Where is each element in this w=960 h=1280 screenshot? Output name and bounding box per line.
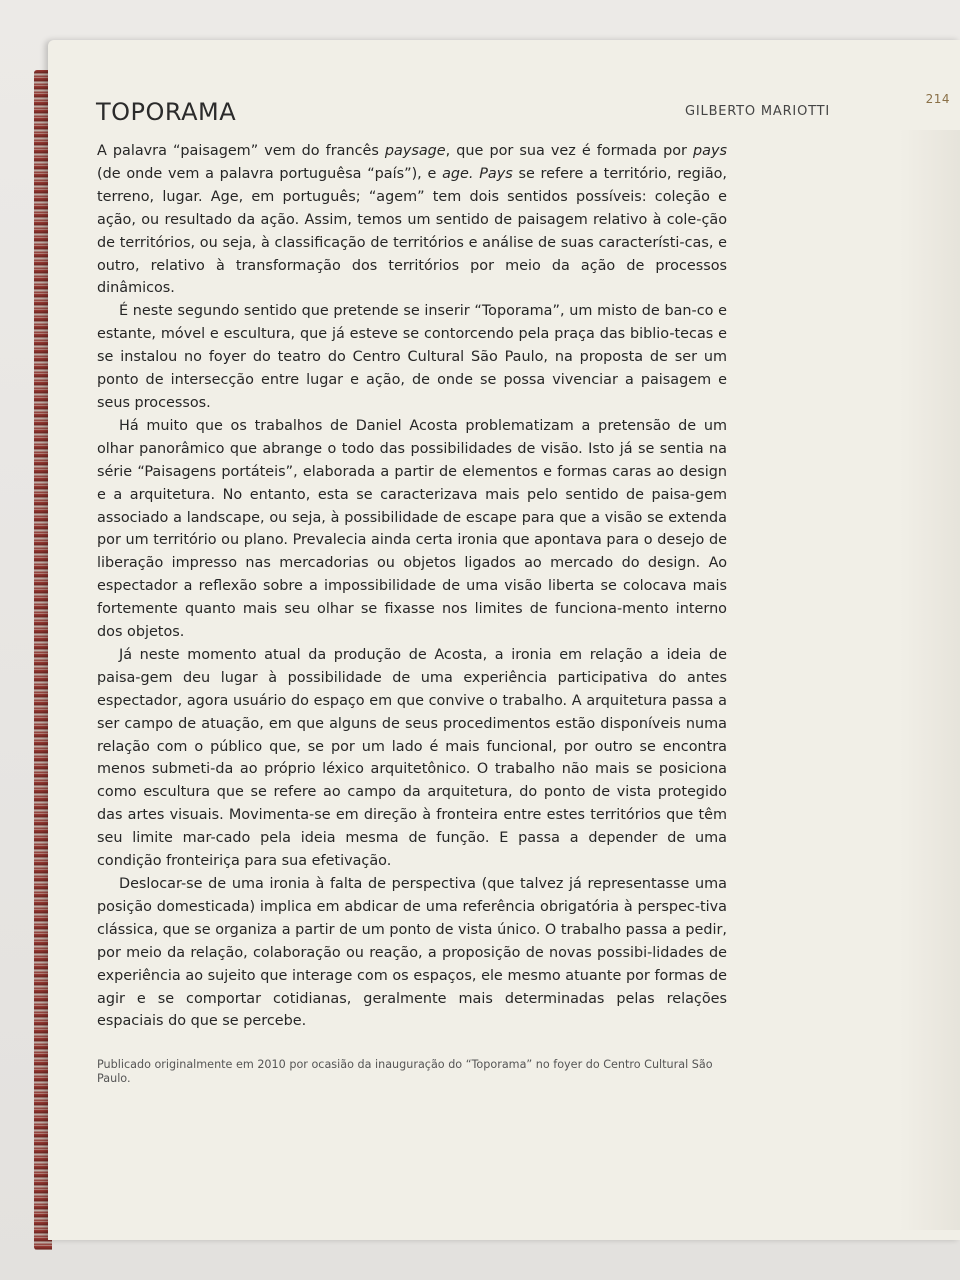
body-paragraph [97, 873, 727, 1033]
paragraph-text: A palavra “paisagem” vem do francês [97, 143, 385, 159]
article-body [97, 140, 727, 1033]
italic-term: paysage [384, 143, 446, 159]
body-paragraph [97, 415, 727, 644]
footnote: Publicado originalmente em 2010 por ocasião da inauguração do “Toporama” no foyer do Centro Cultural São Paulo. [97, 1058, 713, 1085]
author-name: GILBERTO MARIOTTI [685, 104, 830, 119]
paragraph-text: É neste segundo sentido que pretende se inserir “Toporama”, um misto de ban-co e estante, móvel e escultura, que já esteve se contorcendo pela praça das biblio-tecas e se instalou no foyer do teatro do Centro Cultural São Paulo, na proposta de ser um ponto de intersecção entre lugar e ação, de onde se possa vivenciar a paisagem e seus processos. [97, 303, 727, 411]
italic-term: pays [693, 143, 727, 159]
paragraph-text: Deslocar-se de uma ironia à falta de perspectiva (que talvez já representasse uma posição domesticada) implica em abdicar de uma referência obrigatória à perspec-tiva clássica, que se organiza a partir de um ponto de vista único. O trabalho passa a pedir, por meio da relação, colaboração ou reação, a proposição de novas possibi-lidades de experiência ao sujeito que interage com os espaços, ele mesmo atuante por formas de agir e se comportar cotidianas, geralmente mais determinadas pelas relações espaciais do que se percebe. [97, 876, 727, 1030]
paragraph-text: (de onde vem a palavra portuguêsa “país”), e [97, 165, 443, 182]
italic-term: age. Pays [442, 165, 513, 182]
body-paragraph [97, 140, 727, 300]
article-title: TOPORAMA [96, 98, 237, 126]
body-paragraph [97, 300, 727, 415]
paragraph-text: Já neste momento atual da produção de Acosta, a ironia em relação a ideia de paisa-gem deu lugar à possibilidade de uma experiência participativa do antes espectador, agora usuário do espaço em que convive o trabalho. A arquitetura passa a ser campo de atuação, em que alguns de seus procedimentos estão disponíveis numa relação com o público que, se por um lado é mais funcional, por outro se encontra menos submeti-da ao próprio léxico arquitetônico. O trabalho não mais se posiciona como escultura que se refere ao campo da arquitetura, do ponto de vista protegido das artes visuais. Movimenta-se em direção à fronteira entre estes territórios que têm seu limite mar-cado pela ideia mesma de função. E passa a depender de uma condição fronteiriça para sua efetivação. [97, 646, 727, 870]
paragraph-text: , que por sua vez é formada por [445, 143, 694, 159]
body-paragraph [97, 644, 727, 873]
page-number: 214 [925, 92, 950, 106]
paragraph-text: se refere a território, região, terreno, lugar. Age, em português; “agem” tem dois sentidos possíveis: coleção e ação, ou resultado da ação. Assim, temos um sentido de paisagem relativo à cole-ção de territórios, ou seja, à classificação de territórios e análise de suas característi-cas, e outro, relativo à transformação dos territórios por meio da ação de processos dinâmicos. [97, 165, 728, 297]
facing-page-shadow [900, 130, 960, 1230]
paragraph-text: Há muito que os trabalhos de Daniel Acosta problematizam a pretensão de um olhar panorâmico que abrange o todo das possibilidades de visão. Isto já se sentia na série “Paisagens portáteis”, elaborada a partir de elementos e formas caras ao design e a arquitetura. No entanto, esta se caracterizava mais pelo sentido de paisa-gem associado a landscape, ou seja, à possibilidade de escape para que a visão se extenda por um território ou plano. Prevalecia ainda certa ironia que apontava para o desejo de liberação impresso nas mercadorias ou objetos ligados ao mercado do design. Ao espectador a reflexão sobre a impossibilidade de uma visão liberta se colocava mais fortemente quanto mais seu olhar se fixasse nos limites de funciona-mento interno dos objetos. [97, 417, 727, 641]
